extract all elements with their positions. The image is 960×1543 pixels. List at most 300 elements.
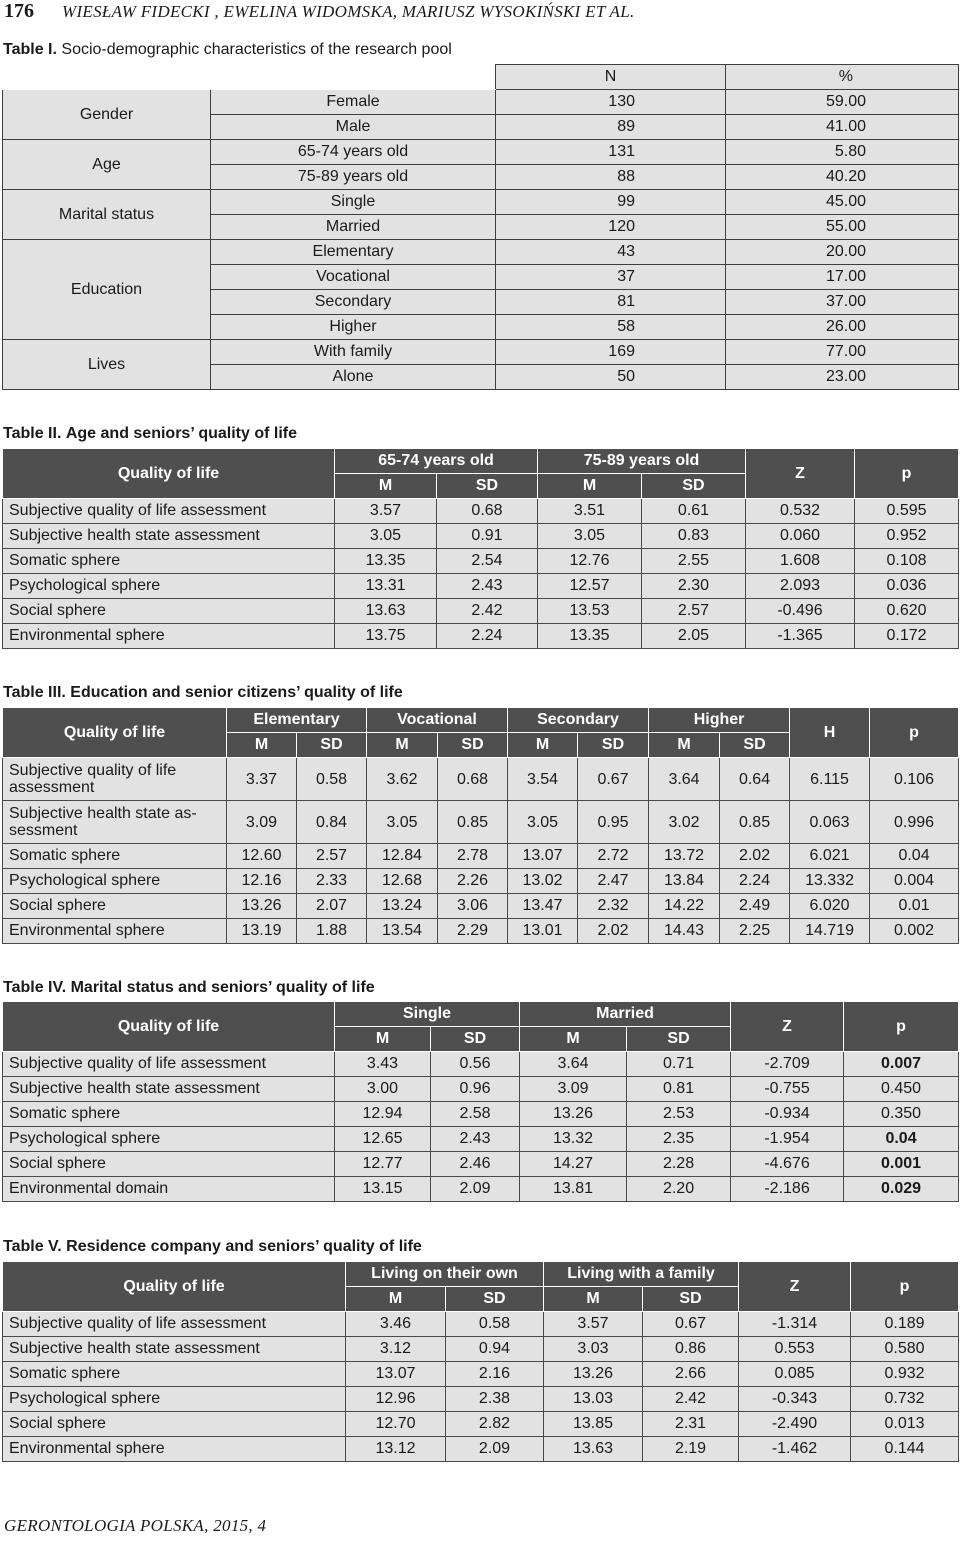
table2-cell: 2.24	[437, 624, 538, 649]
table3-cell: 2.72	[578, 844, 649, 869]
table4-cell: 2.43	[431, 1127, 520, 1152]
table1-category: Single	[211, 190, 496, 215]
table1-pct: 40.20	[726, 165, 959, 190]
table2-cell: 0.61	[642, 499, 746, 524]
table4-cell: 0.001	[844, 1152, 959, 1177]
table1-n: 89	[496, 115, 726, 140]
table1-corner2	[211, 65, 496, 90]
table3-row	[3, 894, 959, 919]
table5-cell: 12.70	[346, 1412, 446, 1437]
table2-cell: 3.57	[335, 499, 437, 524]
table3-cell: 2.25	[720, 919, 790, 944]
table3-cell: 13.26	[227, 894, 297, 919]
table3-row-name	[3, 801, 227, 844]
table3-group-3: Secondary	[508, 708, 649, 733]
table1-category: 75-89 years old	[211, 165, 496, 190]
table2-cell: -1.365	[746, 624, 855, 649]
table3-cell: 13.332	[790, 869, 870, 894]
table3-cell: 14.43	[649, 919, 720, 944]
table1-pct: 20.00	[726, 240, 959, 265]
table5-p-header: p	[851, 1262, 959, 1312]
table3-cell: 13.47	[508, 894, 578, 919]
table2-cell: 13.75	[335, 624, 437, 649]
table3-row	[3, 758, 959, 801]
table3-row	[3, 869, 959, 894]
table4-cell: -2.709	[731, 1052, 844, 1077]
table2-cell: 13.31	[335, 574, 437, 599]
table3-cell: 0.85	[438, 801, 508, 844]
table1-n: 81	[496, 290, 726, 315]
table1-row	[3, 190, 959, 215]
table5-label: Table V.	[3, 1238, 62, 1255]
table3-stat-header: H	[790, 708, 870, 758]
table3-cell: 3.62	[367, 758, 438, 801]
table5-group-1: Living on their own	[346, 1262, 544, 1287]
table3-cell: 12.68	[367, 869, 438, 894]
table4-stat-header: Z	[731, 1002, 844, 1052]
table2-cell: -0.496	[746, 599, 855, 624]
table1	[2, 64, 958, 390]
table1-pct: 23.00	[726, 365, 959, 390]
table2-cell: 12.76	[538, 549, 642, 574]
table5-cell: -1.314	[739, 1312, 851, 1337]
table5-cell: 0.553	[739, 1337, 851, 1362]
table1-n: 99	[496, 190, 726, 215]
table5-cell: 13.85	[544, 1412, 643, 1437]
table1-group-label: Education	[3, 240, 211, 340]
table4-cell: -2.186	[731, 1177, 844, 1202]
table5-cell: 0.013	[851, 1412, 959, 1437]
table2-cell: 13.35	[538, 624, 642, 649]
table5-cell: -2.490	[739, 1412, 851, 1437]
table5-cell: 0.732	[851, 1387, 959, 1412]
table1-n: 120	[496, 215, 726, 240]
table2-cell: 13.35	[335, 549, 437, 574]
table4-cell: 2.09	[431, 1177, 520, 1202]
table4-cell: 2.20	[627, 1177, 731, 1202]
table3-cell: 3.64	[649, 758, 720, 801]
table4-sub-sd1: SD	[431, 1027, 520, 1052]
table2-sub-m1: M	[335, 474, 437, 499]
table5-cell: 2.16	[446, 1362, 544, 1387]
table3-cell: 2.24	[720, 869, 790, 894]
table3-cell: 2.02	[720, 844, 790, 869]
table2-stat-header: Z	[746, 449, 855, 499]
table3-sub-m4: M	[649, 733, 720, 758]
table5-sub-m1: M	[346, 1287, 446, 1312]
table2-cell: 0.532	[746, 499, 855, 524]
table4-row-header: Quality of life	[3, 1002, 335, 1052]
table3-cell: 12.60	[227, 844, 297, 869]
table3-row	[3, 801, 959, 844]
table2-row	[3, 524, 959, 549]
table4-cell: 2.46	[431, 1152, 520, 1177]
table1-col-n: N	[496, 65, 726, 90]
table5-cell: 12.96	[346, 1387, 446, 1412]
table3-row-name: Psychological sphere	[3, 869, 227, 894]
table2-cell: 2.54	[437, 549, 538, 574]
table1-n: 130	[496, 90, 726, 115]
table3-cell: 2.07	[297, 894, 367, 919]
table5-cell: 0.86	[643, 1337, 739, 1362]
table5-row-name: Psychological sphere	[3, 1387, 346, 1412]
table4-cell: 0.56	[431, 1052, 520, 1077]
table2-cell: 0.172	[855, 624, 959, 649]
table3-row-name-line1: Subjective health state as-	[9, 805, 197, 822]
table2-cell: 0.036	[855, 574, 959, 599]
table3-cell: 2.78	[438, 844, 508, 869]
table2-row-header: Quality of life	[3, 449, 335, 499]
table1-col-pct: %	[726, 65, 959, 90]
table1-row	[3, 240, 959, 265]
table3-cell: 2.02	[578, 919, 649, 944]
table1-row	[3, 340, 959, 365]
table3-cell: 0.84	[297, 801, 367, 844]
table3-cell: 14.719	[790, 919, 870, 944]
table2-cell: 2.093	[746, 574, 855, 599]
table1-n: 58	[496, 315, 726, 340]
table3-cell: 2.57	[297, 844, 367, 869]
table1-label: Table I.	[3, 41, 57, 58]
table3-cell: 13.72	[649, 844, 720, 869]
table2	[2, 448, 958, 649]
table5-cell: 2.38	[446, 1387, 544, 1412]
table2-row-name: Social sphere	[3, 599, 335, 624]
table2-cell: 0.68	[437, 499, 538, 524]
table1-category: Secondary	[211, 290, 496, 315]
table2-cell: 3.05	[538, 524, 642, 549]
table1-pct: 77.00	[726, 340, 959, 365]
table5-sub-sd1: SD	[446, 1287, 544, 1312]
table1-group-label: Gender	[3, 90, 211, 140]
table4-cell: 12.77	[335, 1152, 431, 1177]
table2-cell: 1.608	[746, 549, 855, 574]
table3-cell: 2.26	[438, 869, 508, 894]
table2-row-name: Subjective quality of life assessment	[3, 499, 335, 524]
table3-cell: 2.49	[720, 894, 790, 919]
table4-row	[3, 1127, 959, 1152]
table1-pct: 45.00	[726, 190, 959, 215]
table5-row	[3, 1387, 959, 1412]
table3-cell: 13.01	[508, 919, 578, 944]
table5-row	[3, 1412, 959, 1437]
table4-cell: 13.81	[520, 1177, 627, 1202]
table2-cell: 0.952	[855, 524, 959, 549]
table4-cell: -4.676	[731, 1152, 844, 1177]
table4-sub-m2: M	[520, 1027, 627, 1052]
table5-row	[3, 1437, 959, 1462]
table2-sub-sd1: SD	[437, 474, 538, 499]
table5-row-name: Environmental sphere	[3, 1437, 346, 1462]
table4-cell: 13.32	[520, 1127, 627, 1152]
table1-corner	[3, 65, 211, 90]
table3-row-name-line2: assessment	[9, 779, 95, 796]
table3-row-name	[3, 758, 227, 801]
table3-cell: 0.95	[578, 801, 649, 844]
table3-group-4: Higher	[649, 708, 790, 733]
table4-row-name: Psychological sphere	[3, 1127, 335, 1152]
table2-group-2: 75-89 years old	[538, 449, 746, 474]
table3-group-2: Vocational	[367, 708, 508, 733]
table5-row	[3, 1312, 959, 1337]
table2-cell: 0.620	[855, 599, 959, 624]
table4-row-name: Environmental domain	[3, 1177, 335, 1202]
table4-row	[3, 1152, 959, 1177]
table2-cell: 2.05	[642, 624, 746, 649]
table3-cell: 13.07	[508, 844, 578, 869]
table4-cell: -1.954	[731, 1127, 844, 1152]
table3-sub-sd3: SD	[578, 733, 649, 758]
table3-cell: 0.68	[438, 758, 508, 801]
table3-cell: 12.84	[367, 844, 438, 869]
table4-row	[3, 1077, 959, 1102]
table4-cell: 12.94	[335, 1102, 431, 1127]
table3-row-name-line1: Subjective quality of life	[9, 762, 177, 779]
table5-cell: 0.085	[739, 1362, 851, 1387]
table3-cell: 13.84	[649, 869, 720, 894]
table3-cell: 2.47	[578, 869, 649, 894]
table2-cell: 12.57	[538, 574, 642, 599]
table3-cell: 0.002	[870, 919, 959, 944]
table4-sub-m1: M	[335, 1027, 431, 1052]
table4-cell: 2.58	[431, 1102, 520, 1127]
table4-row	[3, 1052, 959, 1077]
table1-pct: 55.00	[726, 215, 959, 240]
table1-group-label: Marital status	[3, 190, 211, 240]
table1-category: Elementary	[211, 240, 496, 265]
page-number: 176	[4, 0, 34, 22]
table1-n: 131	[496, 140, 726, 165]
table4-row-name: Subjective quality of life assessment	[3, 1052, 335, 1077]
table4-cell: 3.43	[335, 1052, 431, 1077]
table3-cell: 1.88	[297, 919, 367, 944]
table4-cell: 3.00	[335, 1077, 431, 1102]
table3-cell: 2.29	[438, 919, 508, 944]
table1-row	[3, 90, 959, 115]
table1-n: 43	[496, 240, 726, 265]
table4-cell: 0.029	[844, 1177, 959, 1202]
table5-cell: 0.580	[851, 1337, 959, 1362]
table1-pct: 5.80	[726, 140, 959, 165]
table3-row-header: Quality of life	[3, 708, 227, 758]
table3-cell: 3.02	[649, 801, 720, 844]
table4-cell: 13.15	[335, 1177, 431, 1202]
table3-group-1: Elementary	[227, 708, 367, 733]
table4-cell: 0.81	[627, 1077, 731, 1102]
table2-row-name: Psychological sphere	[3, 574, 335, 599]
page-header	[0, 0, 960, 26]
table3-sub-sd4: SD	[720, 733, 790, 758]
table5-row-header: Quality of life	[3, 1262, 346, 1312]
table4	[2, 1001, 958, 1202]
table3-cell: 13.54	[367, 919, 438, 944]
table1-header-row	[3, 65, 959, 90]
table2-sub-sd2: SD	[642, 474, 746, 499]
table4-row-name: Somatic sphere	[3, 1102, 335, 1127]
table5-cell: 3.12	[346, 1337, 446, 1362]
table4-cell: -0.755	[731, 1077, 844, 1102]
table5-cell: 2.82	[446, 1412, 544, 1437]
table5-row-name: Subjective health state assessment	[3, 1337, 346, 1362]
table3-title: Education and senior citizens’ quality of life	[70, 684, 403, 701]
table5-stat-header: Z	[739, 1262, 851, 1312]
table4-row-name: Social sphere	[3, 1152, 335, 1177]
table5-row-name: Social sphere	[3, 1412, 346, 1437]
table2-title: Age and seniors’ quality of life	[65, 425, 297, 442]
table2-cell: 2.55	[642, 549, 746, 574]
table3-cell: 13.02	[508, 869, 578, 894]
table4-row	[3, 1102, 959, 1127]
table3-row	[3, 844, 959, 869]
table3-cell: 13.24	[367, 894, 438, 919]
table1-category: Higher	[211, 315, 496, 340]
table2-cell: 0.91	[437, 524, 538, 549]
table5-row-name: Somatic sphere	[3, 1362, 346, 1387]
table3-cell: 12.16	[227, 869, 297, 894]
table4-p-header: p	[844, 1002, 959, 1052]
table1-title: Socio-demographic characteristics of the research pool	[61, 41, 452, 58]
table5-cell: 3.46	[346, 1312, 446, 1337]
table2-cell: 0.595	[855, 499, 959, 524]
table5-cell: 2.09	[446, 1437, 544, 1462]
table3-cell: 13.19	[227, 919, 297, 944]
table3-cell: 0.063	[790, 801, 870, 844]
table4-cell: 14.27	[520, 1152, 627, 1177]
table1-pct: 59.00	[726, 90, 959, 115]
table2-row	[3, 599, 959, 624]
table3-row-name: Social sphere	[3, 894, 227, 919]
table4-row	[3, 1177, 959, 1202]
table3-sub-sd1: SD	[297, 733, 367, 758]
table1-pct: 41.00	[726, 115, 959, 140]
table3-sub-m1: M	[227, 733, 297, 758]
table3-cell: 0.85	[720, 801, 790, 844]
table3-row-name: Somatic sphere	[3, 844, 227, 869]
table3	[2, 707, 958, 944]
table3-row	[3, 919, 959, 944]
table2-label: Table II.	[3, 425, 62, 442]
table1-category: Female	[211, 90, 496, 115]
table5-cell: 0.189	[851, 1312, 959, 1337]
table5-cell: 0.58	[446, 1312, 544, 1337]
table2-cell: 2.43	[437, 574, 538, 599]
table3-cell: 6.115	[790, 758, 870, 801]
table3-sub-m3: M	[508, 733, 578, 758]
table1-category: 65-74 years old	[211, 140, 496, 165]
table1-category: Vocational	[211, 265, 496, 290]
table2-cell: 13.63	[335, 599, 437, 624]
table2-row-name: Subjective health state assessment	[3, 524, 335, 549]
table4-cell: 13.26	[520, 1102, 627, 1127]
table5-cell: 13.63	[544, 1437, 643, 1462]
table1-category: Married	[211, 215, 496, 240]
table5-cell: 2.19	[643, 1437, 739, 1462]
table3-cell: 0.004	[870, 869, 959, 894]
table3-cell: 3.05	[367, 801, 438, 844]
table5-cell: 0.144	[851, 1437, 959, 1462]
table3-p-header: p	[870, 708, 959, 758]
table1-category: Alone	[211, 365, 496, 390]
running-head-authors: WIESŁAW FIDECKI , EWELINA WIDOMSKA, MARIUSZ WYSOKIŃSKI ET AL.	[62, 2, 635, 21]
table3-cell: 3.37	[227, 758, 297, 801]
table2-row	[3, 499, 959, 524]
table2-cell: 13.53	[538, 599, 642, 624]
table3-cell: 2.32	[578, 894, 649, 919]
table3-cell: 0.106	[870, 758, 959, 801]
table5-cell: 0.932	[851, 1362, 959, 1387]
table1-caption	[3, 41, 452, 59]
table1-n: 37	[496, 265, 726, 290]
table2-row	[3, 624, 959, 649]
table3-cell: 3.05	[508, 801, 578, 844]
table1-pct: 26.00	[726, 315, 959, 340]
table4-label: Table IV.	[3, 979, 67, 996]
table3-cell: 0.67	[578, 758, 649, 801]
table4-sub-sd2: SD	[627, 1027, 731, 1052]
table1-n: 88	[496, 165, 726, 190]
table3-cell: 0.01	[870, 894, 959, 919]
table2-cell: 2.30	[642, 574, 746, 599]
page-footer: GERONTOLOGIA POLSKA, 2015, 4	[4, 1516, 267, 1535]
table1-category: With family	[211, 340, 496, 365]
table4-cell: 0.96	[431, 1077, 520, 1102]
table4-cell: 3.09	[520, 1077, 627, 1102]
table4-cell: 12.65	[335, 1127, 431, 1152]
table3-cell: 3.54	[508, 758, 578, 801]
table2-group-1: 65-74 years old	[335, 449, 538, 474]
table2-cell: 3.05	[335, 524, 437, 549]
table2-row-name: Somatic sphere	[3, 549, 335, 574]
table3-cell: 0.58	[297, 758, 367, 801]
table4-cell: 0.71	[627, 1052, 731, 1077]
table5-cell: 2.42	[643, 1387, 739, 1412]
table4-cell: 0.450	[844, 1077, 959, 1102]
table4-cell: -0.934	[731, 1102, 844, 1127]
table5-cell: 13.03	[544, 1387, 643, 1412]
table5-row	[3, 1362, 959, 1387]
table3-cell: 3.06	[438, 894, 508, 919]
table5-cell: 13.07	[346, 1362, 446, 1387]
table1-row	[3, 140, 959, 165]
table2-cell: 3.51	[538, 499, 642, 524]
table2-row-name: Environmental sphere	[3, 624, 335, 649]
table5-cell: 13.12	[346, 1437, 446, 1462]
table2-row	[3, 549, 959, 574]
table3-row-name-line2: sessment	[9, 822, 78, 839]
table1-pct: 17.00	[726, 265, 959, 290]
table5-cell: 3.57	[544, 1312, 643, 1337]
table5-cell: 0.67	[643, 1312, 739, 1337]
table4-cell: 2.53	[627, 1102, 731, 1127]
table2-row	[3, 574, 959, 599]
table5-group-2: Living with a family	[544, 1262, 739, 1287]
table5-sub-m2: M	[544, 1287, 643, 1312]
table5-title: Residence company and seniors’ quality of life	[66, 1238, 422, 1255]
table5-caption	[3, 1238, 422, 1256]
table3-cell: 6.020	[790, 894, 870, 919]
table5	[2, 1261, 958, 1462]
table4-cell: 0.04	[844, 1127, 959, 1152]
table2-sub-m2: M	[538, 474, 642, 499]
table4-row-name: Subjective health state assessment	[3, 1077, 335, 1102]
table2-cell: 0.060	[746, 524, 855, 549]
table5-cell: 13.26	[544, 1362, 643, 1387]
table4-title: Marital status and seniors’ quality of life	[70, 979, 375, 996]
table1-group-label: Age	[3, 140, 211, 190]
table5-sub-sd2: SD	[643, 1287, 739, 1312]
table5-cell: 0.94	[446, 1337, 544, 1362]
table1-n: 50	[496, 365, 726, 390]
